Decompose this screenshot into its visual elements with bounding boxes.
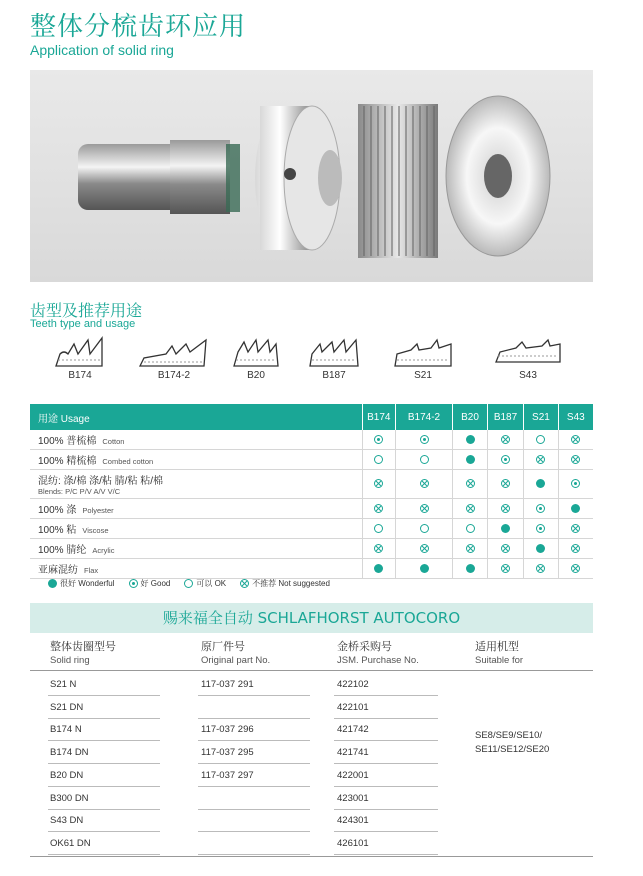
usage-row (30, 450, 593, 470)
teeth-section-subtitle: Teeth type and usage (30, 318, 136, 330)
usage-cell (487, 470, 524, 499)
not-suggested-icon (420, 479, 429, 488)
usage-cell (362, 539, 395, 559)
usage-cell (524, 519, 558, 539)
col-b174: B174 (362, 404, 395, 430)
wonderful-icon (466, 435, 475, 444)
not-suggested-icon (374, 544, 383, 553)
good-icon (536, 504, 545, 513)
usage-cell (558, 519, 593, 539)
good-icon (374, 435, 383, 444)
original-part-no: 117-037 295 (201, 747, 254, 759)
usage-cell (362, 450, 395, 470)
usage-cell (487, 519, 524, 539)
ring-model: OK61 DN (50, 837, 91, 849)
usage-cell (524, 559, 558, 579)
ok-icon (184, 579, 193, 588)
good-icon (129, 579, 138, 588)
parts-row (30, 742, 470, 764)
parts-row (30, 810, 470, 832)
ring-model: B20 DN (50, 769, 84, 781)
ring-model: S43 DN (50, 815, 84, 827)
col-b174-2: B174-2 (395, 404, 453, 430)
original-part-no: 117-037 291 (201, 679, 254, 690)
usage-label: 100% 腈纶 Acrylic (30, 539, 362, 559)
legend-not: 不推荐 Not suggested (240, 578, 330, 589)
jsm-purchase-no: 426101 (337, 837, 369, 849)
tooth-b174: B174 (50, 336, 110, 381)
ring-model: S21 N (50, 679, 77, 690)
not-suggested-icon (501, 435, 510, 444)
parts-row (30, 674, 470, 696)
usage-cell (453, 470, 487, 499)
usage-cell (558, 430, 593, 450)
good-icon (420, 435, 429, 444)
not-suggested-icon (571, 544, 580, 553)
parts-header-suitable: 适用机型 Suitable for (475, 641, 524, 666)
parts-header-divider (30, 670, 593, 671)
usage-label: 100% 涤 Polyester (30, 499, 362, 519)
teeth-types-row (30, 336, 593, 396)
not-suggested-icon (374, 479, 383, 488)
not-suggested-icon (374, 504, 383, 513)
brand-band: 赐来福全自动 SCHLAFHORST AUTOCORO (30, 603, 593, 633)
usage-row (30, 470, 593, 499)
product-photo (30, 70, 593, 282)
col-s43: S43 (558, 404, 593, 430)
usage-cell (362, 519, 395, 539)
not-suggested-icon (240, 579, 249, 588)
usage-cell (395, 539, 453, 559)
usage-label: 100% 粘 Viscose (30, 519, 362, 539)
tooth-s21: S21 (388, 336, 458, 381)
row-divider (334, 854, 438, 855)
legend-wonderful: 很好 Wonderful (48, 578, 115, 589)
wonderful-icon (536, 544, 545, 553)
ring-model: B174 DN (50, 747, 89, 759)
usage-cell (524, 470, 558, 499)
not-suggested-icon (571, 564, 580, 573)
not-suggested-icon (536, 455, 545, 464)
row-divider (48, 854, 160, 855)
jsm-purchase-no: 424301 (337, 815, 369, 827)
usage-cell (487, 559, 524, 579)
not-suggested-icon (571, 435, 580, 444)
good-icon (501, 455, 510, 464)
usage-row (30, 559, 593, 579)
good-icon (536, 524, 545, 533)
usage-label: 混纺: 涤/棉 涤/粘 腈/粘 粘/棉 Blends: P/C P/V A/V V/C (30, 470, 362, 499)
original-part-no: 117-037 296 (201, 724, 254, 736)
not-suggested-icon (501, 544, 510, 553)
not-suggested-icon (420, 504, 429, 513)
usage-label: 100% 精梳棉 Combed cotton (30, 450, 362, 470)
col-b20: B20 (453, 404, 487, 430)
usage-cell (453, 430, 487, 450)
not-suggested-icon (536, 564, 545, 573)
usage-cell (558, 559, 593, 579)
usage-row (30, 519, 593, 539)
usage-label: 100% 普梳棉 Cotton (30, 430, 362, 450)
not-suggested-icon (466, 504, 475, 513)
parts-row (30, 765, 470, 787)
usage-cell (395, 519, 453, 539)
usage-cell (362, 430, 395, 450)
parts-row (30, 788, 470, 810)
jsm-purchase-no: 421741 (337, 747, 369, 759)
jsm-purchase-no: 423001 (337, 792, 369, 804)
usage-cell (524, 499, 558, 519)
usage-cell (453, 559, 487, 579)
jsm-purchase-no: 422101 (337, 701, 369, 713)
usage-row (30, 539, 593, 559)
ok-icon (536, 435, 545, 444)
tooth-b20: B20 (226, 336, 286, 381)
usage-cell (487, 450, 524, 470)
usage-cell (362, 559, 395, 579)
wonderful-icon (374, 564, 383, 573)
ring-model: B174 N (50, 724, 82, 736)
usage-header-label: 用途 Usage (30, 404, 362, 430)
usage-cell (395, 559, 453, 579)
usage-cell (453, 450, 487, 470)
usage-cell (453, 539, 487, 559)
usage-cell (395, 430, 453, 450)
usage-cell (487, 430, 524, 450)
usage-row (30, 430, 593, 450)
usage-cell (395, 499, 453, 519)
usage-cell (524, 539, 558, 559)
wonderful-icon (48, 579, 57, 588)
not-suggested-icon (466, 479, 475, 488)
not-suggested-icon (571, 524, 580, 533)
tooth-s43: S43 (490, 336, 566, 381)
ok-icon (374, 524, 383, 533)
parts-header-jsm: 金桥采购号 JSM. Purchase No. (337, 641, 419, 666)
usage-cell (487, 539, 524, 559)
usage-row (30, 499, 593, 519)
not-suggested-icon (420, 544, 429, 553)
ok-icon (374, 455, 383, 464)
parts-header-ring: 整体齿圈型号 Solid ring (50, 641, 116, 666)
wonderful-icon (466, 455, 475, 464)
tooth-b174-2: B174-2 (134, 336, 214, 381)
wonderful-icon (501, 524, 510, 533)
ok-icon (420, 524, 429, 533)
parts-header-original: 原厂件号 Original part No. (201, 641, 271, 666)
legend-good: 好 Good (129, 578, 171, 589)
page-title: 整体分梳齿环应用 (30, 12, 247, 42)
not-suggested-icon (501, 504, 510, 513)
usage-cell (395, 450, 453, 470)
parts-row (30, 833, 470, 855)
usage-cell (453, 519, 487, 539)
solid-ring-illustration (30, 70, 593, 282)
wonderful-icon (536, 479, 545, 488)
usage-cell (453, 499, 487, 519)
ok-icon (466, 524, 475, 533)
usage-label: 亚麻混纺 Flax (30, 559, 362, 579)
not-suggested-icon (501, 479, 510, 488)
row-divider (198, 854, 310, 855)
usage-cell (558, 450, 593, 470)
not-suggested-icon (571, 455, 580, 464)
usage-cell (524, 450, 558, 470)
usage-table (30, 404, 593, 579)
col-b187: B187 (487, 404, 524, 430)
col-s21: S21 (524, 404, 558, 430)
good-icon (571, 479, 580, 488)
wonderful-icon (420, 564, 429, 573)
jsm-purchase-no: 422102 (337, 679, 369, 690)
original-part-no: 117-037 297 (201, 769, 254, 781)
usage-cell (524, 430, 558, 450)
usage-table-header (30, 404, 593, 430)
ring-model: B300 DN (50, 792, 89, 804)
usage-cell (362, 470, 395, 499)
jsm-purchase-no: 421742 (337, 724, 369, 736)
ok-icon (420, 455, 429, 464)
suitable-for: SE8/SE9/SE10/ SE11/SE12/SE20 (475, 730, 550, 755)
usage-cell (395, 470, 453, 499)
parts-row (30, 719, 470, 741)
usage-cell (362, 499, 395, 519)
wonderful-icon (466, 564, 475, 573)
usage-cell (558, 499, 593, 519)
legend (48, 578, 330, 589)
legend-ok: 可以 OK (184, 578, 226, 589)
not-suggested-icon (501, 564, 510, 573)
not-suggested-icon (466, 544, 475, 553)
jsm-purchase-no: 422001 (337, 769, 369, 781)
parts-bottom-line (30, 856, 593, 857)
wonderful-icon (571, 504, 580, 513)
parts-row (30, 697, 470, 719)
usage-cell (558, 539, 593, 559)
usage-cell (558, 470, 593, 499)
usage-cell (487, 499, 524, 519)
teeth-section-title: 齿型及推荐用途 (30, 301, 143, 320)
page-subtitle: Application of solid ring (30, 42, 174, 58)
tooth-b187: B187 (304, 336, 364, 381)
ring-model: S21 DN (50, 701, 84, 713)
